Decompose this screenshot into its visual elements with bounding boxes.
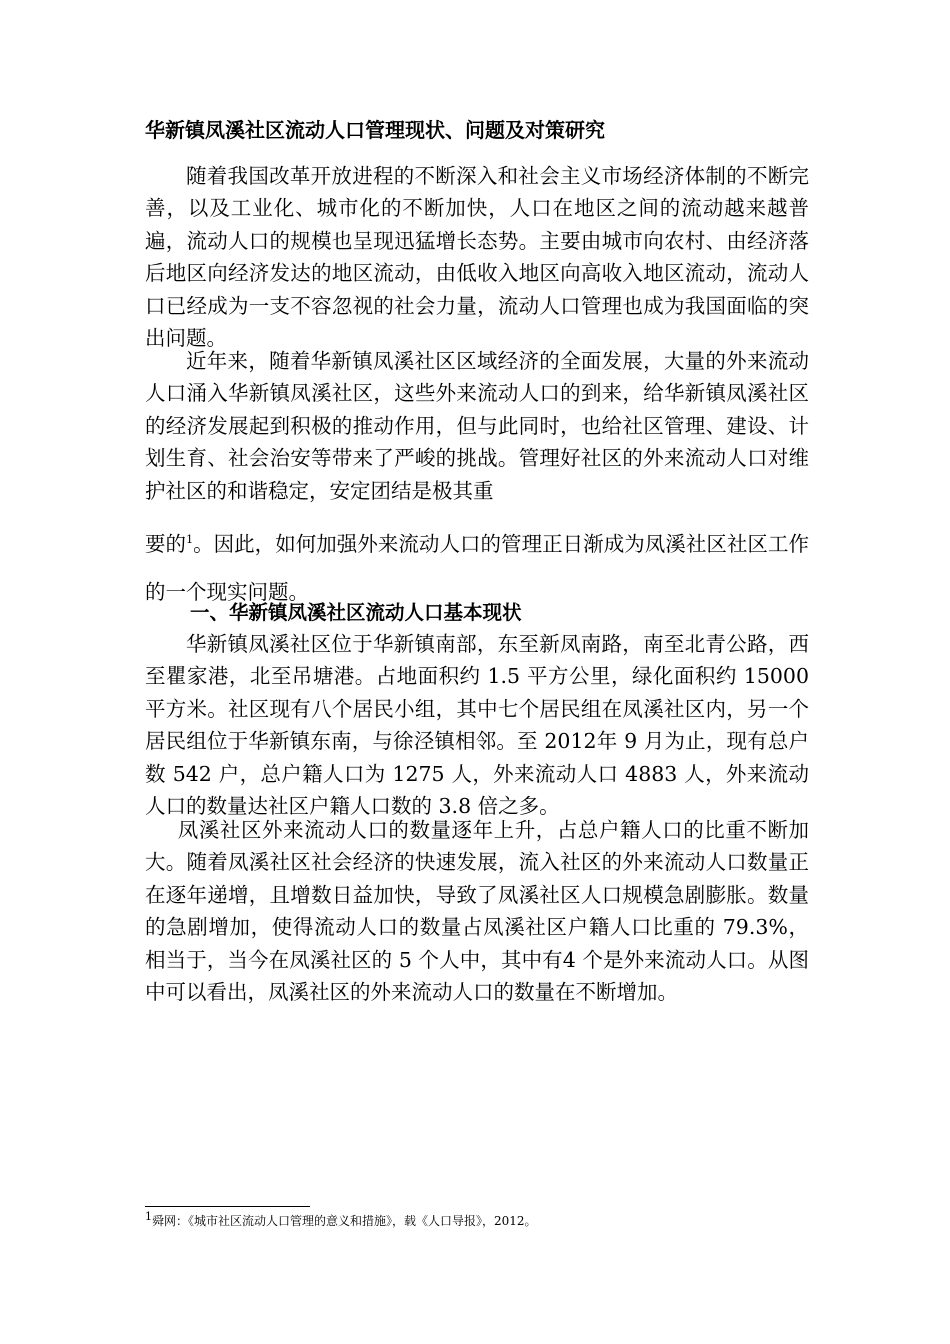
footnote-reference[interactable]: 1 [186,533,194,547]
document-title: 华新镇凤溪社区流动人口管理现状、问题及对策研究 [145,118,605,142]
paragraph-intro: 随着我国改革开放进程的不断深入和社会主义市场经济体制的不断完善，以及工业化、城市化的不断加快，人口在地区之间的流动越来越普遍，流动人口的规模也呈现迅猛增长态势。主要由城市向农村、由经济落后地区向经济发达的地区流动，由低收入地区向高收入地区流动，流动人口已经成为一支不容忽视的社会力量，流动人口管理也成为我国面临的突出问题。 [145,164,809,351]
footnote [145,1212,537,1230]
section-heading: 一、华新镇凤溪社区流动人口基本现状 [190,601,522,624]
footnote-marker: 1 [145,1210,152,1223]
paragraph-text-fragment: 。因此，如何加强外来流动人口的管理正日渐成为凤溪社区社区工作的一个现实问题。 [145,532,809,604]
paragraph-recent-years: 近年来，随着华新镇凤溪社区区域经济的全面发展，大量的外来流动人口涌入华新镇凤溪社区，这些外来流动人口的到来，给华新镇凤溪社区的经济发展起到积极的推动作用，但与此同时，也给社区管理、建设、计划生育、社会治安等带来了严峻的挑战。管理好社区的外来流动人口对维护社区的和谐稳定，安定团结是极其重 [145,349,809,503]
paragraph-location-stats: 华新镇凤溪社区位于华新镇南部，东至新凤南路，南至北青公路，西至瞿家港，北至吊塘港。占地面积约 1.5 平方公里，绿化面积约 15000 平方米。社区现有八个居民小组，其中七个居民组在凤溪社区内，另一个居民组位于华新镇东南，与徐泾镇相邻。至 2012年 9 月为止，现有总户数 542 户，总户籍人口为 1275 人，外来流动人口 4883 人，外来流动人口的数量达社区户籍人口数的 3.8 倍之多。 [145,632,809,819]
paragraph-population-trend: 凤溪社区外来流动人口的数量逐年上升，占总户籍人口的比重不断加大。随着凤溪社区社会经济的快速发展，流入社区的外来流动人口数量正在逐年递增，且增数日益加快，导致了凤溪社区人口规模急剧膨胀。数量的急剧增加，使得流动人口的数量占凤溪社区户籍人口比重的 79.3%，相当于，当今在凤溪社区的 5 个人中，其中有4 个是外来流动人口。从图中可以看出，凤溪社区的外来流动人口的数量在不断增加。 [145,818,809,1005]
paragraph-text-fragment: 要的 [145,532,187,556]
footnote-divider [145,1206,310,1207]
footnote-text: 舜网：《城市社区流动人口管理的意义和措施》，载《人口导报》，2012。 [152,1214,537,1228]
